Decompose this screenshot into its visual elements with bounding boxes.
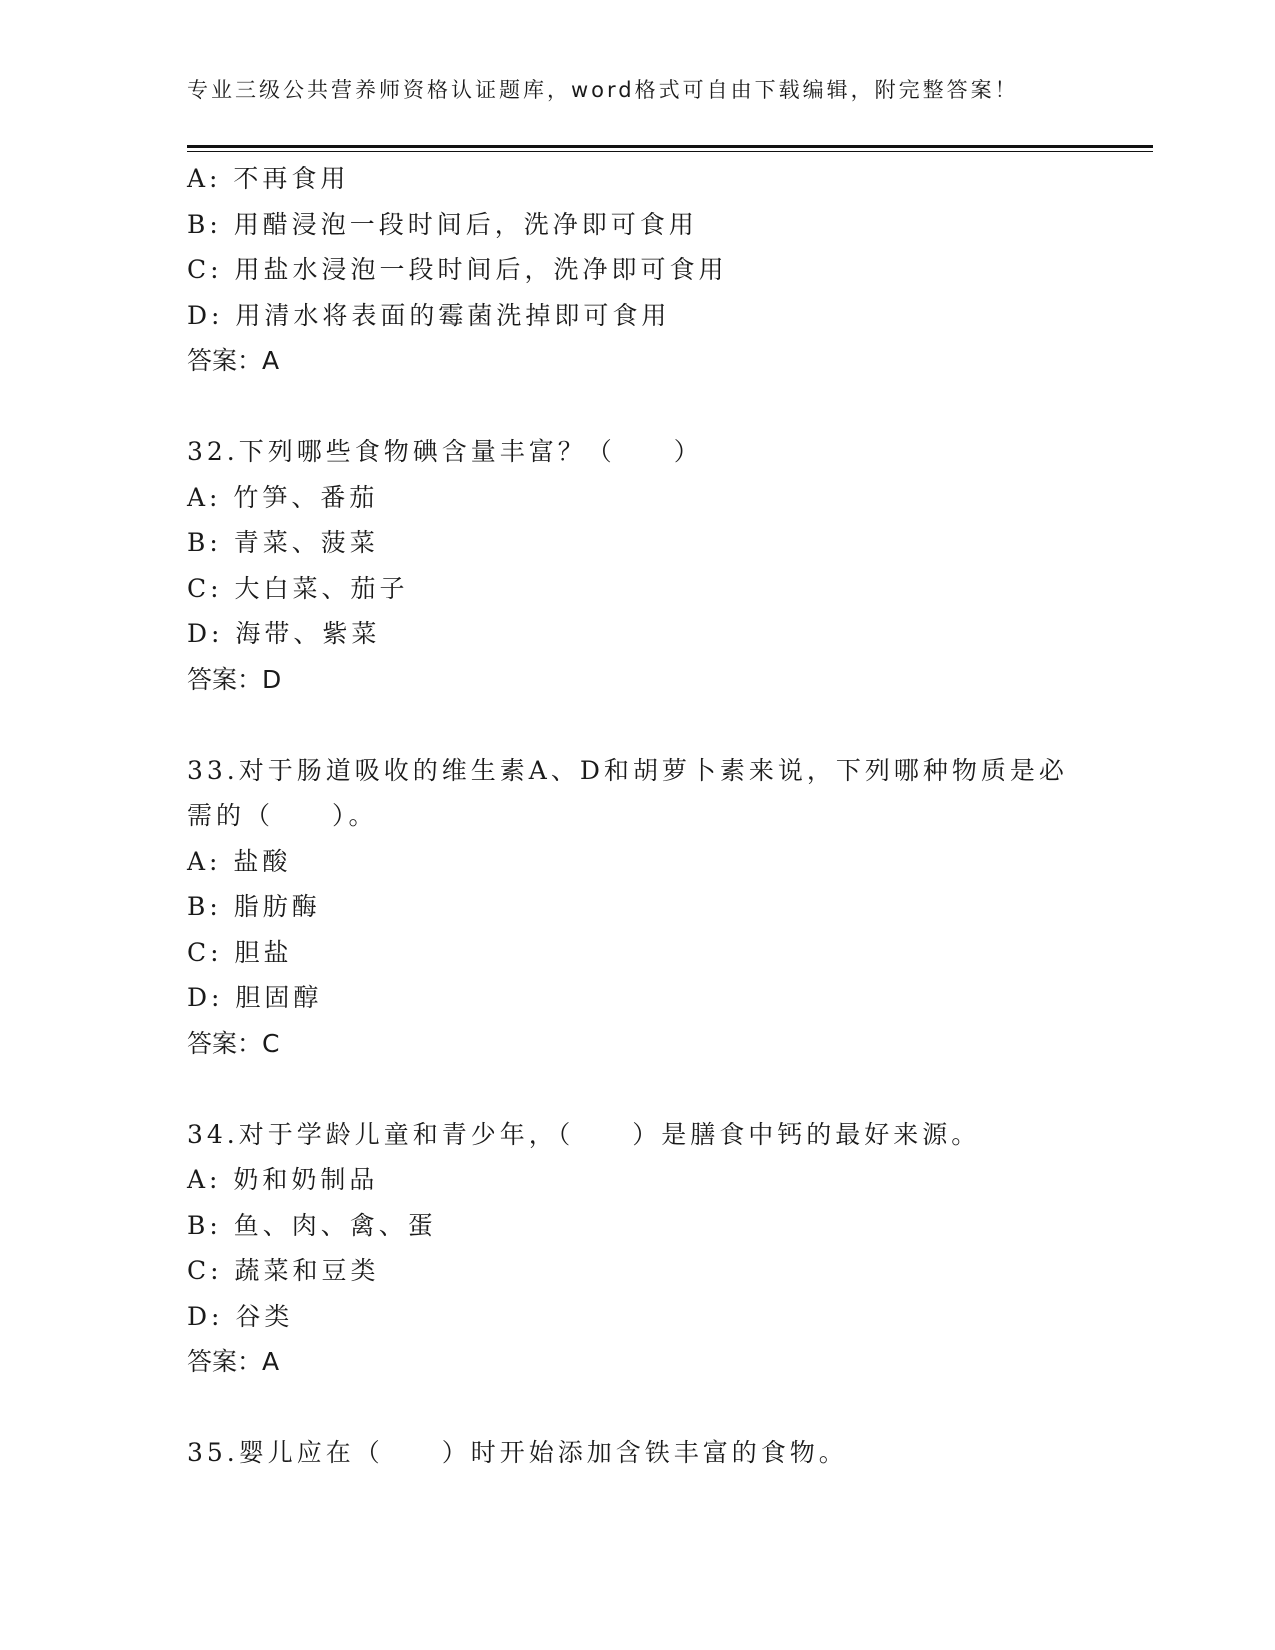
question-block — [187, 429, 1087, 702]
option-c: C: 大白菜、茄子 — [187, 573, 409, 603]
option-d: D: 海带、紫菜 — [187, 619, 381, 648]
answer-line: 答案：D — [187, 664, 282, 694]
question-text: 32.下列哪些食物碘含量丰富？（ ） — [187, 437, 703, 466]
option-a: A: 竹笋、番茄 — [187, 482, 379, 512]
option-b: B: 脂肪酶 — [187, 892, 321, 921]
option-a: A: 盐酸 — [187, 846, 292, 876]
option-a: A: 不再食用 — [187, 164, 350, 193]
page-header: 专业三级公共营养师资格认证题库，word格式可自由下载编辑，附完整答案！ — [187, 78, 1019, 102]
question-block — [187, 748, 1087, 1067]
answer-line: 答案：A — [187, 1347, 280, 1376]
question-text: 33.对于肠道吸收的维生素A、D和胡萝卜素来说，下列哪种物质是必 — [187, 755, 1068, 785]
question-block — [187, 156, 1087, 384]
option-b: B: 青菜、菠菜 — [187, 528, 379, 557]
option-b: B: 用醋浸泡一段时间后，洗净即可食用 — [187, 209, 698, 239]
question-block — [187, 1112, 1087, 1385]
question-text: 34.对于学龄儿童和青少年，（ ）是膳食中钙的最好来源。 — [187, 1119, 981, 1149]
header-rule-thin — [187, 151, 1153, 152]
question-block — [187, 1430, 1087, 1476]
option-c: C: 用盐水浸泡一段时间后，洗净即可食用 — [187, 255, 728, 284]
question-list — [187, 156, 1087, 1476]
question-text: 35.婴儿应在（ ）时开始添加含铁丰富的食物。 — [187, 1438, 848, 1467]
option-b: B: 鱼、肉、禽、蛋 — [187, 1210, 437, 1240]
answer-line: 答案：C — [187, 1028, 280, 1058]
option-d: D: 谷类 — [187, 1301, 294, 1331]
question-text: 需的（ ）。 — [187, 801, 378, 830]
answer-line: 答案：A — [187, 346, 280, 375]
option-d: D: 用清水将表面的霉菌洗掉即可食用 — [187, 300, 671, 330]
option-c: C: 胆盐 — [187, 937, 293, 967]
option-c: C: 蔬菜和豆类 — [187, 1256, 380, 1285]
option-d: D: 胆固醇 — [187, 983, 323, 1012]
header-rule-thick — [187, 145, 1153, 148]
option-a: A: 奶和奶制品 — [187, 1165, 379, 1194]
